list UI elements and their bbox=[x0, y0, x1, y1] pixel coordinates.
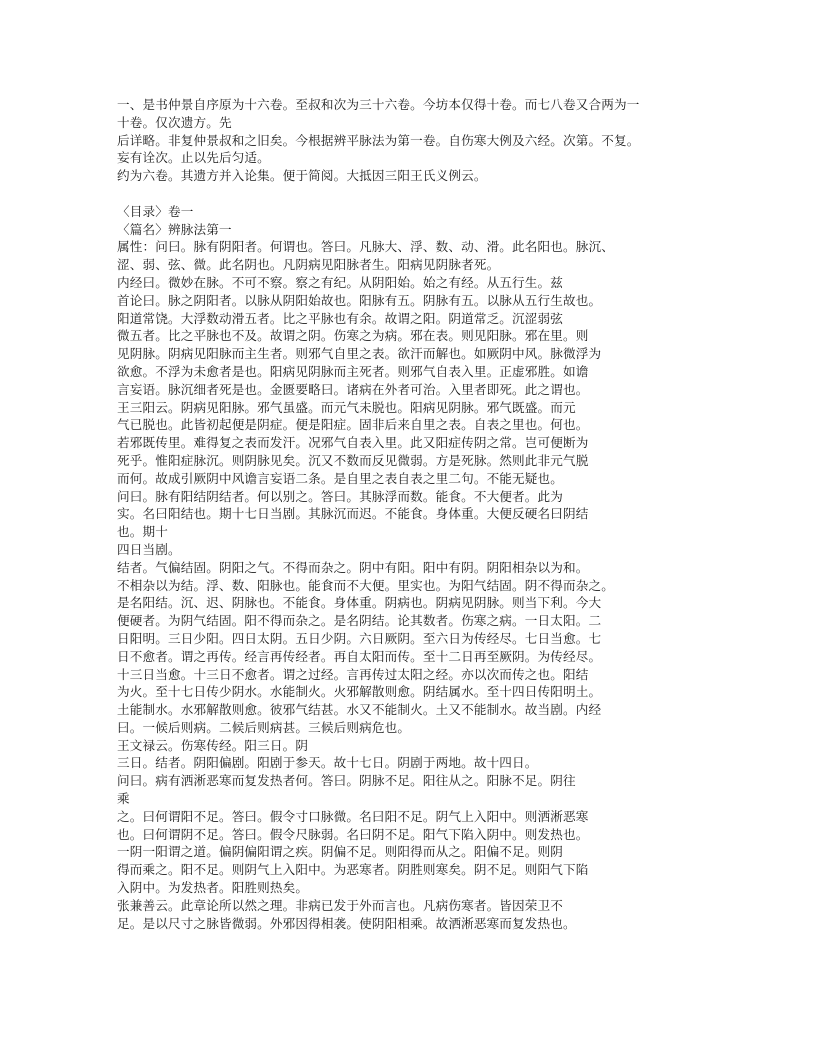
text-line: 也。曰何谓阴不足。答曰。假令尺脉弱。名曰阴不足。阳气下陷入阴中。则发热也。 bbox=[117, 826, 589, 842]
text-line: 入阴中。为发热者。阳胜则热矣。 bbox=[117, 880, 309, 896]
preface-block bbox=[117, 96, 707, 185]
text-line: 涩、弱、弦、微。此名阴也。凡阴病见阳脉者生。阳病见阴脉者死。 bbox=[117, 257, 500, 273]
text-line: 阳道常饶。大浮数动滑五者。比之平脉也有余。故谓之阳。阴道常乏。沉涩弱弦 bbox=[117, 310, 564, 326]
paragraph-gap bbox=[117, 185, 707, 203]
text-line: 之。曰何谓阳不足。答曰。假令寸口脉微。名曰阳不足。阴气上入阳中。则洒淅恶寒 bbox=[117, 808, 589, 824]
text-line: 若邪既传里。难得复之表而发汗。况邪气自表入里。此又阳症传阴之常。岂可便断为 bbox=[117, 435, 589, 451]
text-line: 首论曰。脉之阴阳者。以脉从阴阳始故也。阳脉有五。阴脉有五。以脉从五行生故也。 bbox=[117, 292, 602, 308]
text-line: 土能制水。水邪解散则愈。彼邪气结甚。水又不能制火。土又不能制水。故当剧。内经 bbox=[117, 702, 602, 718]
text-line: 也。期十 bbox=[117, 524, 168, 540]
text-line: 是名阳结。沉、迟、阴脉也。不能食。身体重。阴病也。阴病见阴脉。则当下利。今大 bbox=[117, 595, 602, 611]
text-line: 便硬者。为阴气结固。阳不得而杂之。是名阴结。论其数者。伤寒之病。一日太阳。二 bbox=[117, 613, 602, 629]
text-line: 气已脱也。此皆初起便是阴症。便是阳症。固非后来自里之表。自表之里也。何也。 bbox=[117, 417, 589, 433]
text-line: 约为六卷。其遗方并入论集。便于简阅。大抵因三阳王氏义例云。 bbox=[117, 168, 487, 184]
catalog-heading: 〈目录〉卷一 bbox=[117, 203, 194, 219]
text-line: 见阴脉。阴病见阳脉而主生者。则邪气自里之表。欲汗而解也。如厥阴中风。脉微浮为 bbox=[117, 346, 602, 362]
text-line: 王文禄云。伤寒传经。阳三日。阴 bbox=[117, 737, 309, 753]
text-line: 日不愈者。谓之再传。经言再传经者。再自太阳而传。至十二日再至厥阴。为传经尽。 bbox=[117, 648, 602, 664]
text-line: 欲愈。不浮为未愈者是也。阳病见阴脉而主死者。则邪气自表入里。正虚邪胜。如谵 bbox=[117, 363, 589, 379]
text-line: 属性：问曰。脉有阴阳者。何谓也。答曰。凡脉大、浮、数、动、滑。此名阳也。脉沉、 bbox=[117, 239, 615, 255]
chapter-heading: 〈篇名〉辨脉法第一 bbox=[117, 221, 232, 237]
text-line: 日阳明。三日少阳。四日太阴。五日少阴。六日厥阴。至六日为传经尽。七日当愈。七 bbox=[117, 630, 602, 646]
text-line: 问曰。病有洒淅恶寒而复发热者何。答曰。阴脉不足。阳往从之。阳脉不足。阴往 bbox=[117, 773, 576, 789]
text-line: 言妄语。脉沉细者死是也。金匮要略曰。诸病在外者可治。入里者即死。此之谓也。 bbox=[117, 381, 589, 397]
text-line: 王三阳云。阴病见阳脉。邪气虽盛。而元气未脱也。阳病见阴脉。邪气既盛。而元 bbox=[117, 399, 576, 415]
text-line: 十卷。仅次遗方。先 bbox=[117, 114, 232, 130]
main-text-block bbox=[117, 203, 707, 933]
text-line: 曰。一候后则病。二候后则病甚。三候后则病危也。 bbox=[117, 719, 411, 735]
text-line: 一、是书仲景自序原为十六卷。至叔和次为三十六卷。今坊本仅得十卷。而七八卷又合两为一 bbox=[117, 97, 640, 112]
text-line: 三日。结者。阴阳偏剧。阳剧于参天。故十七日。阴剧于两地。故十四日。 bbox=[117, 755, 538, 771]
text-line: 足。是以尺寸之脉皆微弱。外邪因得相袭。使阴阳相乘。故洒淅恶寒而复发热也。 bbox=[117, 915, 576, 931]
text-line: 后详略。非复仲景叔和之旧矣。今根据辨平脉法为第一卷。自伤寒大例及六经。次第。不复。 bbox=[117, 132, 640, 148]
text-line: 为火。至十七日传少阴水。水能制火。火邪解散则愈。阴结属水。至十四日传阳明土。 bbox=[117, 684, 602, 700]
text-line: 张兼善云。此章论所以然之理。非病已发于外而言也。凡病伤寒者。皆因荣卫不 bbox=[117, 897, 564, 913]
text-line: 死乎。惟阳症脉沉。则阴脉见矣。沉又不数而反见微弱。方是死脉。然则此非元气脱 bbox=[117, 452, 589, 468]
text-line: 乘 bbox=[117, 791, 130, 807]
text-line: 十三日当愈。十三日不愈者。谓之过经。言再传过太阳之经。亦以次而传之也。阳结 bbox=[117, 666, 589, 682]
text-line: 得而乘之。阳不足。则阴气上入阳中。为恶寒者。阴胜则寒矣。阴不足。则阳气下陷 bbox=[117, 862, 589, 878]
text-line: 不相杂以为结。浮、数、阳脉也。能食而不大便。里实也。为阳气结固。阴不得而杂之。 bbox=[117, 577, 615, 593]
text-line: 四日当剧。 bbox=[117, 541, 181, 557]
text-line: 实。名曰阳结也。期十七日当剧。其脉沉而迟。不能食。身体重。大便反硬名曰阴结 bbox=[117, 506, 589, 522]
text-line: 结者。气偏结固。阴阳之气。不得而杂之。阴中有阳。阳中有阴。阴阳相杂以为和。 bbox=[117, 559, 589, 575]
text-line: 微五者。比之平脉也不及。故谓之阴。伤寒之为病。邪在表。则见阳脉。邪在里。则 bbox=[117, 328, 589, 344]
text-line: 而何。故成引厥阴中风谵言妄语二条。是自里之表自表之里二句。不能无疑也。 bbox=[117, 470, 564, 486]
text-line: 妄有诠次。止以先后匀适。 bbox=[117, 150, 270, 166]
text-line: 问曰。脉有阳结阴结者。何以别之。答曰。其脉浮而数。能食。不大便者。此为 bbox=[117, 488, 564, 504]
text-line: 内经曰。微妙在脉。不可不察。察之有纪。从阴阳始。始之有经。从五行生。兹 bbox=[117, 274, 564, 290]
document-page bbox=[117, 96, 707, 932]
text-line: 一阴一阳谓之道。偏阴偏阳谓之疾。阴偏不足。则阳得而从之。阳偏不足。则阴 bbox=[117, 844, 564, 860]
